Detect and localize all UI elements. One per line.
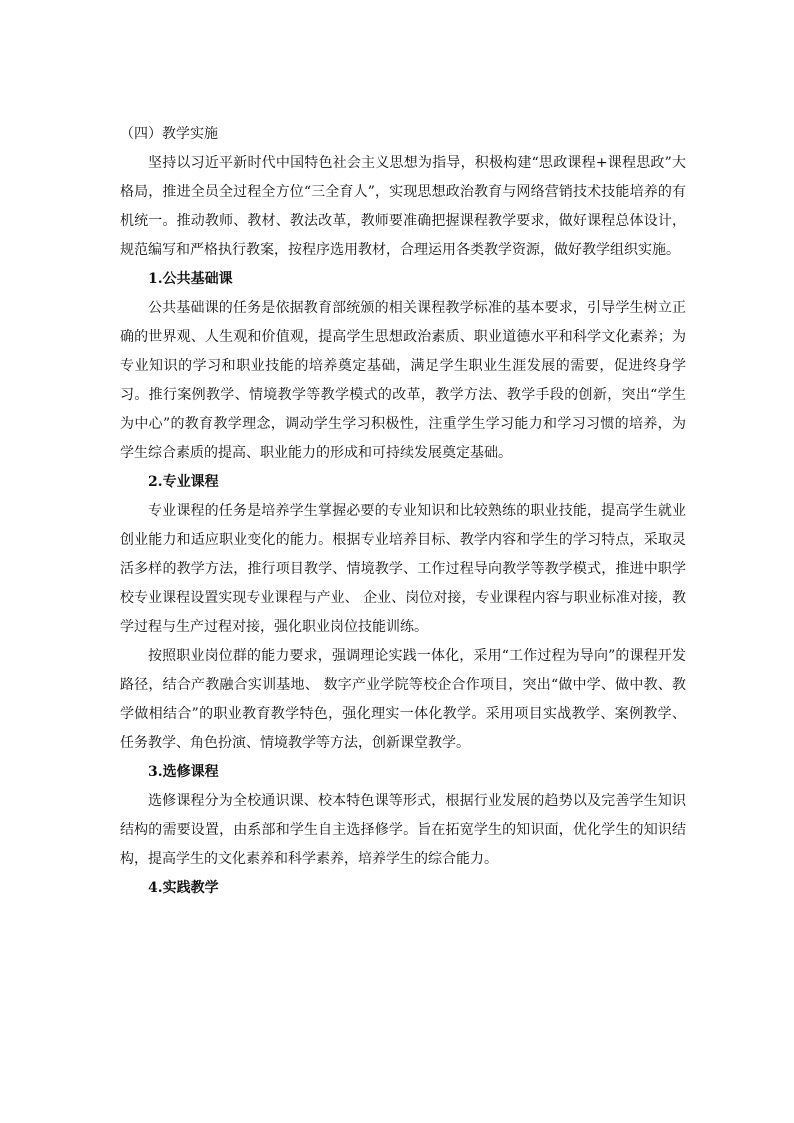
item-paragraph-public-basic: 公共基础课的任务是依据教育部统颁的相关课程教学标准的基本要求，引导学生树立正确的世界观、人生观和价值观，提高学生思想政治素质、职业道德水平和科学文化素养；为专业知识的学习和职业技能的培养奠定基础，满足学生职业生涯发展的需要，促进终身学习。推行案例教学、情境教学等教学模式的改革，教学方法、教学手段的创新，突出“学生为中心”的教育教学理念，调动学生学习积极性，注重学生学习能力和学习习惯的培养，为学生综合素质的提高、职业能力的形成和可持续发展奠定基础。 — [120, 300, 686, 461]
item-title-practice: 4.实践教学 — [148, 880, 219, 896]
item-title-elective: 3.选修课程 — [148, 764, 219, 780]
item-paragraph-professional-1: 专业课程的任务是培养学生掌握必要的专业知识和比较熟练的职业技能，提高学生就业创业能力和适应职业变化的能力。根据专业培养目标、教学内容和学生的学习特点，采取灵活多样的教学方法，推行项目教学、情境教学、工作过程导向教学等教学模式，推进中职学校专业课程设置实现专业课程与产业、 企业、岗位对接，专业课程内容与职业标准对接，教学过程与生产过程对接，强化职业岗位技能训练。 — [120, 503, 686, 635]
document-body — [120, 120, 686, 903]
item-paragraph-professional-2: 按照职业岗位群的能力要求，强调理论实践一体化，采用“工作过程为导向”的课程开发路径，结合产教融合实训基地、 数字产业学院等校企合作项目，突出“做中学、做中教、教学做相结合”的职业教育教学特色，强化理实一体化教学。采用项目实战教学、案例教学、任务教学、角色扮演、情境教学等方法，创新课堂教学。 — [120, 648, 686, 751]
item-title-professional: 2.专业课程 — [148, 474, 219, 490]
section-intro-paragraph: 坚持以习近平新时代中国特色社会主义思想为指导，积极构建“思政课程+课程思政”大格局，推进全员全过程全方位“三全育人”，实现思想政治教育与网络营销技术技能培养的有机统一。推动教师、教材、教法改革，教师要准确把握课程教学要求，做好课程总体设计，规范编写和严格执行教案，按程序选用教材，合理运用各类教学资源，做好教学组织实施。 — [120, 155, 686, 258]
item-paragraph-elective: 选修课程分为全校通识课、校本特色课等形式，根据行业发展的趋势以及完善学生知识结构的需要设置，由系部和学生自主选择修学。旨在拓宽学生的知识面，优化学生的知识结构，提高学生的文化素养和科学素养，培养学生的综合能力。 — [120, 793, 686, 867]
section-heading: （四）教学实施 — [120, 126, 218, 142]
item-title-public-basic: 1.公共基础课 — [148, 271, 233, 287]
